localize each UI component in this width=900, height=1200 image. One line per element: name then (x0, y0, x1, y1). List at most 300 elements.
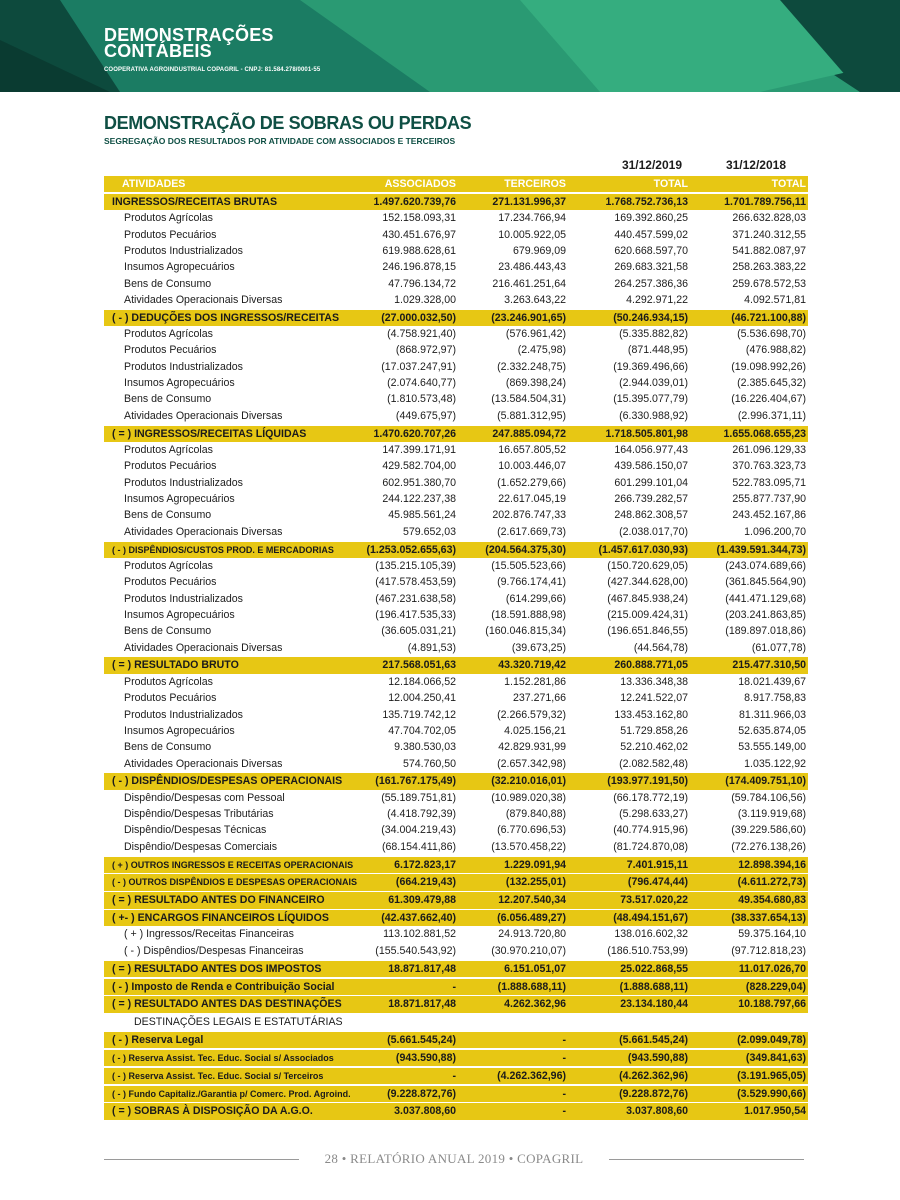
value-total-2019: (871.448,95) (627, 344, 688, 357)
value-third-parties: (13.584.504,31) (491, 393, 566, 406)
row-label: ( = ) INGRESSOS/RECEITAS LÍQUIDAS (112, 427, 307, 440)
value-associates: 574.760,50 (402, 757, 456, 770)
value-third-parties: 271.131.996,37 (492, 195, 566, 208)
value-total-2018: (189.897.018,86) (725, 625, 806, 638)
value-third-parties: (879.840,88) (505, 808, 566, 821)
value-total-2018: 1.017.950,54 (744, 1105, 806, 1118)
row-label: Produtos Industrializados (124, 592, 243, 605)
value-total-2019: 164.056.977,43 (614, 444, 688, 456)
value-total-2018: (3.119.919,68) (737, 808, 806, 821)
value-total-2019: (796.474,44) (627, 876, 688, 889)
report-title: DEMONSTRAÇÃO DE SOBRAS OU PERDAS (104, 113, 472, 133)
value-total-2019: 439.586.150,07 (614, 460, 688, 473)
value-third-parties: (15.505.523,66) (491, 559, 566, 572)
value-third-parties: 22.617.045,19 (498, 493, 566, 506)
row-label: Bens de Consumo (124, 741, 212, 754)
value-total-2018: 4.092.571,81 (744, 293, 806, 306)
row-label: ( = ) RESULTADO ANTES DO FINANCEIRO (112, 894, 325, 907)
row-label: Atividades Operacionais Diversas (124, 757, 283, 770)
col-header-total-2019: TOTAL (653, 178, 688, 190)
value-total-2019: 133.453.162,80 (614, 708, 688, 721)
footer-text: 28 • RELATÓRIO ANUAL 2019 • COPAGRIL (324, 1151, 584, 1166)
value-total-2018: 259.678.572,53 (732, 277, 806, 290)
row-label: Bens de Consumo (124, 393, 212, 406)
table-row (104, 491, 808, 507)
value-total-2018: 215.477.310,50 (732, 659, 806, 672)
value-associates: (664.219,43) (395, 876, 456, 889)
table-row (104, 1014, 808, 1030)
value-third-parties: (30.970.210,07) (491, 944, 566, 957)
value-total-2019: (2.944.039,01) (619, 377, 688, 390)
value-total-2019: 440.457.599,02 (614, 228, 688, 241)
table-row (104, 326, 808, 342)
value-total-2018: (1.439.591.344,73) (716, 543, 806, 556)
table-section-row (104, 426, 808, 442)
col-header-associates: ASSOCIADOS (384, 178, 456, 190)
value-associates: (135.215.105,39) (375, 559, 456, 572)
value-associates: 602.951.380,70 (382, 476, 456, 489)
value-third-parties: 4.025.156,21 (504, 724, 566, 737)
value-third-parties: 216.461.251,64 (492, 277, 566, 290)
value-total-2019: 3.037.808,60 (626, 1105, 688, 1118)
row-label: Produtos Agrícolas (124, 559, 213, 572)
value-associates: 147.399.171,91 (382, 444, 456, 456)
value-third-parties: - (562, 1051, 566, 1064)
row-label: ( + ) Ingressos/Receitas Financeiras (124, 928, 294, 941)
value-total-2018: (476.988,82) (745, 344, 806, 357)
value-third-parties: (204.564.375,30) (485, 543, 566, 556)
value-associates: (17.037.247,91) (381, 360, 456, 373)
table-section-row (104, 310, 808, 326)
table-row (104, 375, 808, 391)
table-section-row (104, 1032, 808, 1048)
table-section-row (104, 773, 808, 789)
value-third-parties: 3.263.643,22 (504, 293, 566, 306)
value-total-2019: 169.392.860,25 (614, 212, 688, 225)
value-total-2019: (427.344.628,00) (607, 576, 688, 589)
row-label: Atividades Operacionais Diversas (124, 293, 283, 306)
row-label: Insumos Agropecuários (124, 493, 235, 506)
value-total-2019: 4.292.971,22 (626, 293, 688, 306)
table-header (104, 176, 808, 192)
value-total-2019: (4.262.362,96) (619, 1069, 688, 1082)
table-section-row (104, 657, 808, 673)
value-total-2018: 522.783.095,71 (732, 476, 806, 489)
value-total-2019: (50.246.934,15) (613, 311, 688, 324)
value-total-2018: (38.337.654,13) (731, 912, 806, 925)
value-total-2019: (943.590,88) (627, 1051, 688, 1064)
table-row (104, 943, 808, 959)
value-third-parties: 43.320.719,42 (498, 659, 566, 672)
table-row (104, 227, 808, 243)
row-label: ( - ) Reserva Legal (112, 1034, 204, 1047)
row-label: Produtos Pecuários (124, 460, 217, 473)
row-label: Bens de Consumo (124, 625, 212, 638)
row-label: Insumos Agropecuários (124, 608, 235, 621)
row-label: Dispêndio/Despesas Comerciais (124, 840, 278, 853)
table-row (104, 524, 808, 540)
value-total-2019: 138.016.602,32 (614, 928, 688, 941)
table-row (104, 926, 808, 942)
results-table (104, 176, 808, 1120)
value-associates: 47.704.702,05 (388, 724, 456, 737)
value-total-2019: (193.977.191,50) (607, 775, 688, 788)
value-associates: (68.154.411,86) (381, 840, 456, 853)
row-label: Produtos Pecuários (124, 576, 217, 589)
value-total-2018: (97.712.818,23) (731, 944, 806, 957)
value-associates: (4.891,53) (407, 641, 456, 654)
row-label: Produtos Industrializados (124, 360, 243, 373)
value-third-parties: 1.152.281,86 (504, 675, 566, 688)
table-row (104, 391, 808, 407)
value-total-2018: 81.311.966,03 (739, 708, 806, 721)
row-label: Bens de Consumo (124, 277, 212, 290)
value-associates: (1.810.573,48) (387, 393, 456, 406)
value-third-parties: (32.210.016,01) (491, 775, 566, 788)
page-footer (104, 1151, 804, 1167)
value-total-2019: (5.661.545,24) (619, 1034, 688, 1047)
table-row (104, 342, 808, 358)
row-label: ( - ) Dispêndios/Despesas Financeiras (124, 944, 304, 957)
value-total-2018: 371.240.312,55 (732, 228, 806, 241)
value-total-2018: (3.529.990,66) (737, 1087, 806, 1100)
col-header-total-2018: TOTAL (771, 178, 806, 190)
value-total-2019: (1.888.688,11) (619, 980, 688, 993)
value-third-parties: - (562, 1105, 566, 1118)
value-total-2019: (186.510.753,99) (607, 944, 688, 957)
report-subtitle: SEGREGAÇÃO DOS RESULTADOS POR ATIVIDADE COM ASSOCIADOS E TERCEIROS (104, 136, 456, 146)
value-total-2018: 243.452.167,86 (732, 509, 806, 522)
table-section-row (104, 1086, 808, 1102)
row-label: Produtos Pecuários (124, 344, 217, 357)
table-row (104, 623, 808, 639)
row-label: Bens de Consumo (124, 509, 212, 522)
table-row (104, 790, 808, 806)
value-total-2018: 370.763.323,73 (732, 460, 806, 473)
value-total-2018: (3.191.965,05) (737, 1069, 806, 1082)
value-total-2018: (59.784.106,56) (731, 791, 806, 804)
value-total-2018: 52.635.874,05 (738, 724, 806, 737)
value-total-2018: 8.917.758,83 (744, 692, 806, 705)
value-third-parties: (2.266.579,32) (497, 708, 566, 721)
table-row (104, 442, 808, 458)
value-associates: (155.540.543,92) (375, 944, 456, 957)
value-total-2019: 266.739.282,57 (614, 493, 688, 506)
value-total-2019: (81.724.870,08) (613, 840, 688, 853)
value-total-2018: 266.632.828,03 (732, 212, 806, 225)
value-associates: 1.497.620.739,76 (373, 195, 456, 208)
value-total-2019: (467.845.938,24) (607, 592, 688, 605)
value-total-2019: (2.038.017,70) (619, 525, 688, 538)
value-third-parties: (132.255,01) (505, 876, 566, 889)
value-third-parties: 202.876.747,33 (492, 509, 566, 522)
value-associates: (2.074.640,77) (387, 377, 456, 390)
value-third-parties: (6.056.489,27) (497, 912, 566, 925)
value-total-2019: (6.330.988,92) (619, 409, 688, 422)
value-third-parties: (576.961,42) (505, 328, 566, 341)
value-total-2018: (361.845.564,90) (725, 576, 806, 589)
value-third-parties: (5.881.312,95) (497, 409, 566, 422)
table-section-row (104, 1103, 808, 1119)
table-row (104, 408, 808, 424)
row-label: ( - ) DISPÊNDIOS/DESPESAS OPERACIONAIS (112, 775, 343, 788)
row-label: ( - ) Imposto de Renda e Contribuição Social (112, 980, 335, 993)
value-total-2018: 11.017.026,70 (738, 962, 806, 975)
row-label: ( - ) DISPÊNDIOS/CUSTOS PROD. E MERCADORIAS (112, 544, 334, 555)
value-total-2019: 248.862.308,57 (614, 509, 688, 522)
row-label: ( - ) Reserva Assist. Tec. Educ. Social s/ Terceiros (112, 1070, 324, 1081)
table-section-row (104, 542, 808, 558)
value-associates: (449.675,97) (395, 409, 456, 422)
company-id: COOPERATIVA AGROINDUSTRIAL COPAGRIL - CNPJ: 81.584.278/0001-55 (104, 67, 321, 73)
value-associates: (467.231.638,58) (375, 592, 456, 605)
value-associates: 579.652,03 (402, 525, 456, 538)
value-total-2018: 49.354.680,83 (738, 894, 806, 907)
value-third-parties: (1.888.688,11) (497, 980, 566, 993)
row-label: Dispêndio/Despesas com Pessoal (124, 791, 285, 804)
row-label: Produtos Agrícolas (124, 444, 213, 456)
value-third-parties: (4.262.362,96) (497, 1069, 566, 1082)
row-label: Insumos Agropecuários (124, 377, 235, 390)
value-total-2018: (4.611.272,73) (737, 876, 806, 889)
row-label: Dispêndio/Despesas Tributárias (124, 808, 274, 821)
value-total-2019: 7.401.915,11 (626, 858, 688, 871)
value-total-2018: (16.226.404,67) (731, 393, 806, 406)
value-total-2019: (66.178.772,19) (613, 791, 688, 804)
value-associates: 12.004.250,41 (388, 692, 456, 705)
value-total-2019: 264.257.386,36 (614, 277, 688, 290)
value-total-2019: (1.457.617.030,93) (598, 543, 688, 556)
row-label: INGRESSOS/RECEITAS BRUTAS (112, 195, 278, 208)
value-total-2018: (2.996.371,11) (737, 409, 806, 422)
value-total-2019: (19.369.496,66) (613, 360, 688, 373)
value-total-2018: 261.096.129,33 (732, 444, 806, 456)
value-associates: (1.253.052.655,63) (366, 543, 456, 556)
row-label: Produtos Agrícolas (124, 212, 213, 225)
value-third-parties: 10.005.922,05 (498, 228, 566, 241)
value-third-parties: (9.766.174,41) (497, 576, 566, 589)
table-row (104, 259, 808, 275)
table-section-row (104, 874, 808, 890)
table-row (104, 690, 808, 706)
table-row (104, 723, 808, 739)
row-label: ( - ) OUTROS DISPÊNDIOS E DESPESAS OPERACIONAIS (112, 877, 358, 888)
row-label: ( = ) SOBRAS À DISPOSIÇÃO DA A.G.O. (112, 1105, 313, 1118)
value-total-2019: (5.298.633,27) (619, 808, 688, 821)
value-total-2018: 12.898.394,16 (738, 858, 806, 871)
value-total-2019: (196.651.846,55) (607, 625, 688, 638)
section-title-line2: CONTÁBEIS (104, 41, 212, 61)
value-total-2019: 12.241.522,07 (620, 692, 688, 705)
table-row (104, 607, 808, 623)
value-third-parties: 12.207.540,34 (498, 894, 566, 907)
value-third-parties: (23.246.901,65) (491, 311, 566, 324)
value-associates: 6.172.823,17 (394, 858, 456, 871)
col-header-third-parties: TERCEIROS (504, 178, 566, 190)
row-label: ( = ) RESULTADO BRUTO (112, 659, 239, 672)
value-total-2018: (174.409.751,10) (725, 775, 806, 788)
value-total-2018: 1.701.789.756,11 (724, 195, 806, 208)
value-associates: 61.309.479,88 (388, 894, 456, 907)
row-label: ( - ) Fundo Capitaliz./Garantia p/ Comerc. Prod. Agroind. (112, 1088, 351, 1099)
value-third-parties: (6.770.696,53) (497, 824, 566, 837)
table-row (104, 475, 808, 491)
table-section-row (104, 996, 808, 1012)
value-total-2018: 1.655.068.655,23 (723, 427, 806, 440)
value-associates: - (452, 1069, 456, 1082)
table-section-row (104, 194, 808, 210)
value-associates: 246.196.878,15 (382, 261, 456, 274)
row-label: ( - ) DEDUÇÕES DOS INGRESSOS/RECEITAS (112, 311, 340, 324)
value-total-2018: (349.841,63) (745, 1051, 806, 1064)
value-total-2018: (243.074.689,66) (725, 559, 806, 572)
value-third-parties: (2.332.248,75) (497, 360, 566, 373)
value-total-2018: 1.035.122,92 (744, 757, 806, 770)
value-total-2018: (2.099.049,78) (737, 1034, 806, 1047)
table-row (104, 276, 808, 292)
value-total-2018: 255.877.737,90 (732, 493, 806, 506)
value-third-parties: 6.151.051,07 (504, 962, 566, 975)
table-row (104, 707, 808, 723)
value-associates: 217.568.051,63 (382, 659, 456, 672)
col-header-activities: ATIVIDADES (122, 178, 186, 190)
value-third-parties: 24.913.720,80 (498, 928, 566, 941)
value-third-parties: 17.234.766,94 (498, 212, 566, 225)
value-third-parties: 237.271,66 (512, 692, 566, 705)
value-associates: 135.719.742,12 (382, 708, 456, 721)
row-label: Produtos Agrícolas (124, 328, 213, 341)
section-title-line1: DEMONSTRAÇÕES (104, 25, 274, 45)
value-total-2019: 601.299.101,04 (614, 476, 688, 489)
value-associates: 429.582.704,00 (382, 460, 456, 473)
value-total-2019: (150.720.629,05) (607, 559, 688, 572)
value-total-2019: 1.718.505.801,98 (605, 427, 688, 440)
value-associates: (161.767.175,49) (375, 775, 456, 788)
table-section-row (104, 857, 808, 873)
row-label: Produtos Industrializados (124, 708, 243, 721)
row-label: Insumos Agropecuários (124, 261, 235, 274)
value-total-2018: (19.098.992,26) (731, 360, 806, 373)
value-third-parties: (10.989.020,38) (491, 791, 566, 804)
date-2019: 31/12/2019 (621, 158, 682, 172)
value-total-2018: 10.188.797,66 (738, 998, 806, 1011)
value-associates: (34.004.219,43) (381, 824, 456, 837)
value-associates: (417.578.453,59) (375, 576, 456, 589)
value-total-2019: 25.022.868,55 (620, 962, 688, 975)
value-third-parties: (39.673,25) (511, 641, 566, 654)
date-2018: 31/12/2018 (725, 158, 786, 172)
row-label: ( = ) RESULTADO ANTES DOS IMPOSTOS (112, 962, 322, 975)
table-row (104, 739, 808, 755)
value-third-parties: (2.475,98) (517, 344, 566, 357)
value-associates: 113.102.881,52 (383, 928, 456, 941)
value-total-2018: (46.721.100,88) (731, 311, 806, 324)
value-associates: 18.871.817,48 (388, 962, 456, 975)
value-total-2018: 59.375.164,10 (738, 928, 806, 941)
row-label: Produtos Agrícolas (124, 675, 213, 688)
value-associates: 430.451.676,97 (382, 228, 456, 241)
value-associates: 3.037.808,60 (394, 1105, 456, 1118)
value-third-parties: 247.885.094,72 (492, 427, 566, 440)
value-total-2018: 18.021.439,67 (738, 675, 806, 688)
table-section-row (104, 1050, 808, 1066)
value-third-parties: (18.591.888,98) (491, 608, 566, 621)
table-row (104, 640, 808, 656)
value-total-2019: 23.134.180,44 (620, 998, 688, 1011)
value-total-2018: (203.241.863,85) (725, 608, 806, 621)
section-title (104, 27, 274, 59)
row-label: Produtos Pecuários (124, 692, 217, 705)
table-row (104, 243, 808, 259)
table-row (104, 210, 808, 226)
value-associates: 1.470.620.707,26 (373, 427, 456, 440)
value-associates: (4.418.792,39) (387, 808, 456, 821)
value-associates: 1.029.328,00 (394, 293, 456, 306)
value-associates: 45.985.561,24 (388, 509, 456, 522)
value-total-2019: 1.768.752.736,13 (605, 195, 688, 208)
row-label: Produtos Industrializados (124, 244, 243, 257)
row-label: ( - ) Reserva Assist. Tec. Educ. Social s/ Associados (112, 1052, 334, 1063)
table-row (104, 822, 808, 838)
row-label: ( +- ) ENCARGOS FINANCEIROS LÍQUIDOS (112, 912, 329, 925)
header-band (0, 0, 900, 92)
value-total-2019: (9.228.872,76) (619, 1087, 688, 1100)
value-associates: (868.972,97) (395, 344, 456, 357)
value-associates: (5.661.545,24) (387, 1034, 456, 1047)
value-total-2019: (2.082.582,48) (619, 757, 688, 770)
value-associates: (42.437.662,40) (381, 912, 456, 925)
table-section-row (104, 892, 808, 908)
value-third-parties: (2.617.669,73) (497, 525, 566, 538)
value-total-2018: (5.536.698,70) (737, 328, 806, 341)
value-total-2018: (441.471.129,68) (725, 592, 806, 605)
value-third-parties: (13.570.458,22) (491, 840, 566, 853)
row-label: Produtos Industrializados (124, 476, 243, 489)
value-third-parties: - (562, 1034, 566, 1047)
table-section-row (104, 1068, 808, 1084)
value-total-2018: 258.263.383,22 (732, 261, 806, 274)
value-associates: - (452, 980, 456, 993)
value-total-2018: 53.555.149,00 (738, 741, 806, 754)
row-label: Produtos Pecuários (124, 228, 217, 241)
value-associates: (943.590,88) (395, 1051, 456, 1064)
value-third-parties: (614.299,66) (505, 592, 566, 605)
table-row (104, 359, 808, 375)
value-associates: 244.122.237,38 (382, 493, 456, 506)
value-total-2019: 620.668.597,70 (614, 244, 688, 257)
table-row (104, 574, 808, 590)
value-third-parties: - (562, 1087, 566, 1100)
value-total-2018: 1.096.200,70 (744, 525, 806, 538)
value-associates: (9.228.872,76) (387, 1087, 456, 1100)
table-section-row (104, 910, 808, 926)
value-third-parties: 16.657.805,52 (498, 444, 566, 456)
row-label: Atividades Operacionais Diversas (124, 409, 283, 422)
value-total-2019: 269.683.321,58 (614, 261, 688, 274)
value-total-2019: (40.774.915,96) (613, 824, 688, 837)
table-section-row (104, 961, 808, 977)
value-total-2019: (48.494.151,67) (613, 912, 688, 925)
value-third-parties: 4.262.362,96 (504, 998, 566, 1011)
row-label: Insumos Agropecuários (124, 724, 235, 737)
value-third-parties: 679.969,09 (512, 244, 566, 257)
value-total-2019: (215.009.424,31) (607, 608, 688, 621)
table-section-row (104, 979, 808, 995)
value-third-parties: (869.398,24) (505, 377, 566, 390)
value-total-2019: 51.729.858,26 (620, 724, 688, 737)
value-third-parties: 1.229.091,94 (504, 858, 566, 871)
value-associates: (36.605.031,21) (381, 625, 456, 638)
